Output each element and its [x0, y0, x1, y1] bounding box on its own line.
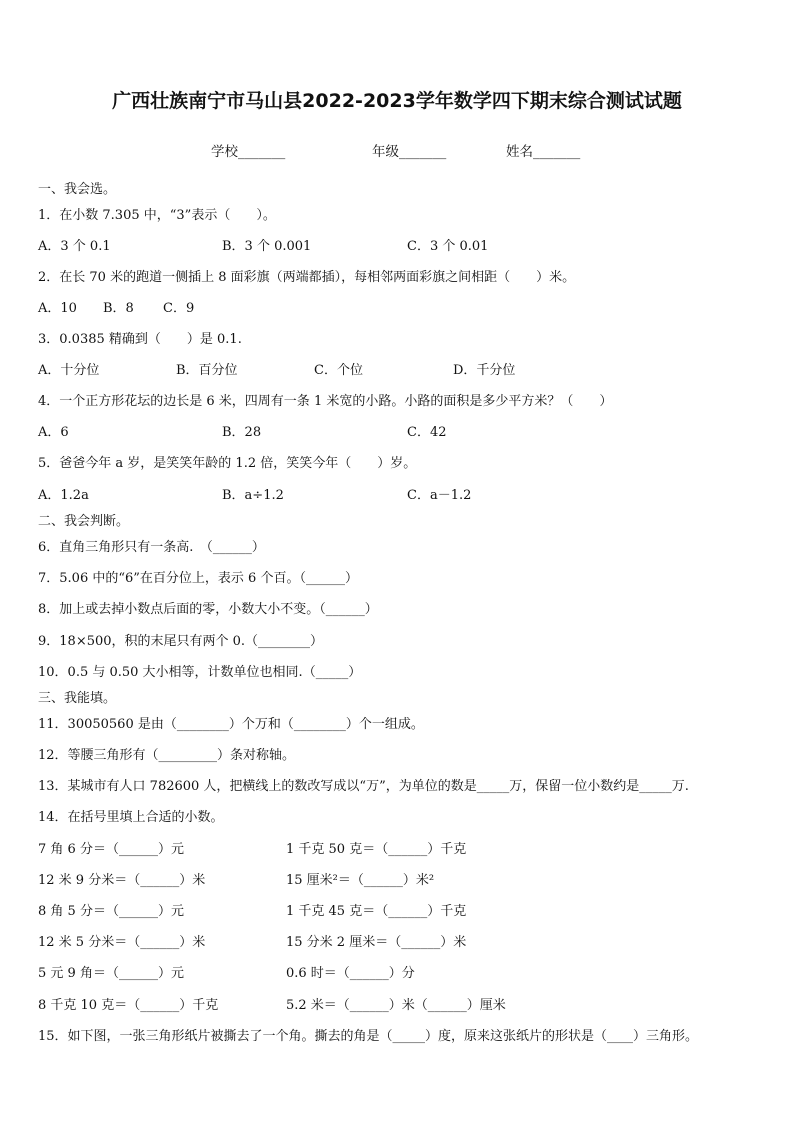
question-8: 8．加上或去掉小数点后面的零，小数大小不变。（______）: [38, 602, 378, 617]
fill-item: 12 米 9 分米＝（______）米: [38, 873, 206, 888]
option: C．9: [163, 301, 195, 316]
fill-item: 15 分米 2 厘米＝（______）米: [286, 935, 467, 950]
question-1: 1．在小数 7.305 中，“3”表示（ ）。: [38, 208, 276, 223]
option: B．3 个 0.001: [222, 239, 312, 254]
option: A．1.2a: [38, 488, 89, 503]
question-7: 7．5.06 中的“6”在百分位上，表示 6 个百。（______）: [38, 571, 358, 586]
page-title: 广西壮族南宁市马山县2022-2023学年数学四下期末综合测试试题: [112, 90, 682, 112]
question-11: 11．30050560 是由（________）个万和（________）个一组成。: [38, 717, 424, 732]
question-9: 9．18×500，积的末尾只有两个 0.（________）: [38, 634, 324, 649]
option: C．3 个 0.01: [407, 239, 489, 254]
fill-item: 12 米 5 分米＝（______）米: [38, 935, 206, 950]
fill-item: 1 千克 50 克＝（______）千克: [286, 842, 467, 857]
fill-item: 15 厘米²＝（______）米²: [286, 873, 435, 888]
grade-field: 年级_______: [372, 144, 447, 160]
fill-item: 5.2 米＝（______）米（______）厘米: [286, 998, 506, 1013]
question-10: 10．0.5 与 0.50 大小相等，计数单位也相同.（_____）: [38, 665, 362, 680]
question-4: 4．一个正方形花坛的边长是 6 米，四周有一条 1 米宽的小路。小路的面积是多少平方米？（ ）: [38, 394, 613, 409]
option: A．十分位: [38, 363, 100, 378]
option: B．28: [222, 425, 262, 440]
fill-item: 5 元 9 角＝（______）元: [38, 966, 184, 981]
option: B．a÷1.2: [222, 488, 284, 503]
option: A．3 个 0.1: [38, 239, 111, 254]
school-field: 学校_______: [211, 144, 286, 160]
question-3: 3．0.0385 精确到（ ）是 0.1.: [38, 332, 242, 347]
option: B．8: [103, 301, 134, 316]
section-heading: 二、我会判断。: [38, 514, 130, 529]
question-5: 5．爸爸今年 a 岁，是笑笑年龄的 1.2 倍，笑笑今年（ ）岁。: [38, 456, 417, 471]
name-field: 姓名_______: [506, 144, 581, 160]
question-6: 6．直角三角形只有一条高. （______）: [38, 540, 265, 555]
question-12: 12．等腰三角形有（_________）条对称轴。: [38, 748, 296, 763]
option: C．42: [407, 425, 447, 440]
section-heading: 三、我能填。: [38, 691, 117, 706]
option: D．千分位: [453, 363, 516, 378]
option: A．6: [38, 425, 69, 440]
question-13: 13．某城市有人口 782600 人，把横线上的数改写成以“万”，为单位的数是_____万，保留一位小数约是_____万.: [38, 779, 689, 794]
fill-item: 8 角 5 分＝（______）元: [38, 904, 184, 919]
fill-item: 7 角 6 分＝（______）元: [38, 842, 184, 857]
option: C．个位: [314, 363, 363, 378]
fill-item: 1 千克 45 克＝（______）千克: [286, 904, 467, 919]
option: A．10: [38, 301, 77, 316]
fill-item: 8 千克 10 克＝（______）千克: [38, 998, 219, 1013]
question-15: 15．如下图，一张三角形纸片被撕去了一个角。撕去的角是（_____）度，原来这张纸片的形状是（____）三角形。: [38, 1029, 699, 1044]
question-2: 2．在长 70 米的跑道一侧插上 8 面彩旗（两端都插），每相邻两面彩旗之间相距（ ）米。: [38, 270, 576, 285]
question-14: 14．在括号里填上合适的小数。: [38, 810, 224, 825]
option: C．a－1.2: [407, 488, 472, 503]
option: B．百分位: [176, 363, 238, 378]
section-heading: 一、我会选。: [38, 182, 117, 197]
fill-item: 0.6 时＝（______）分: [286, 966, 415, 981]
